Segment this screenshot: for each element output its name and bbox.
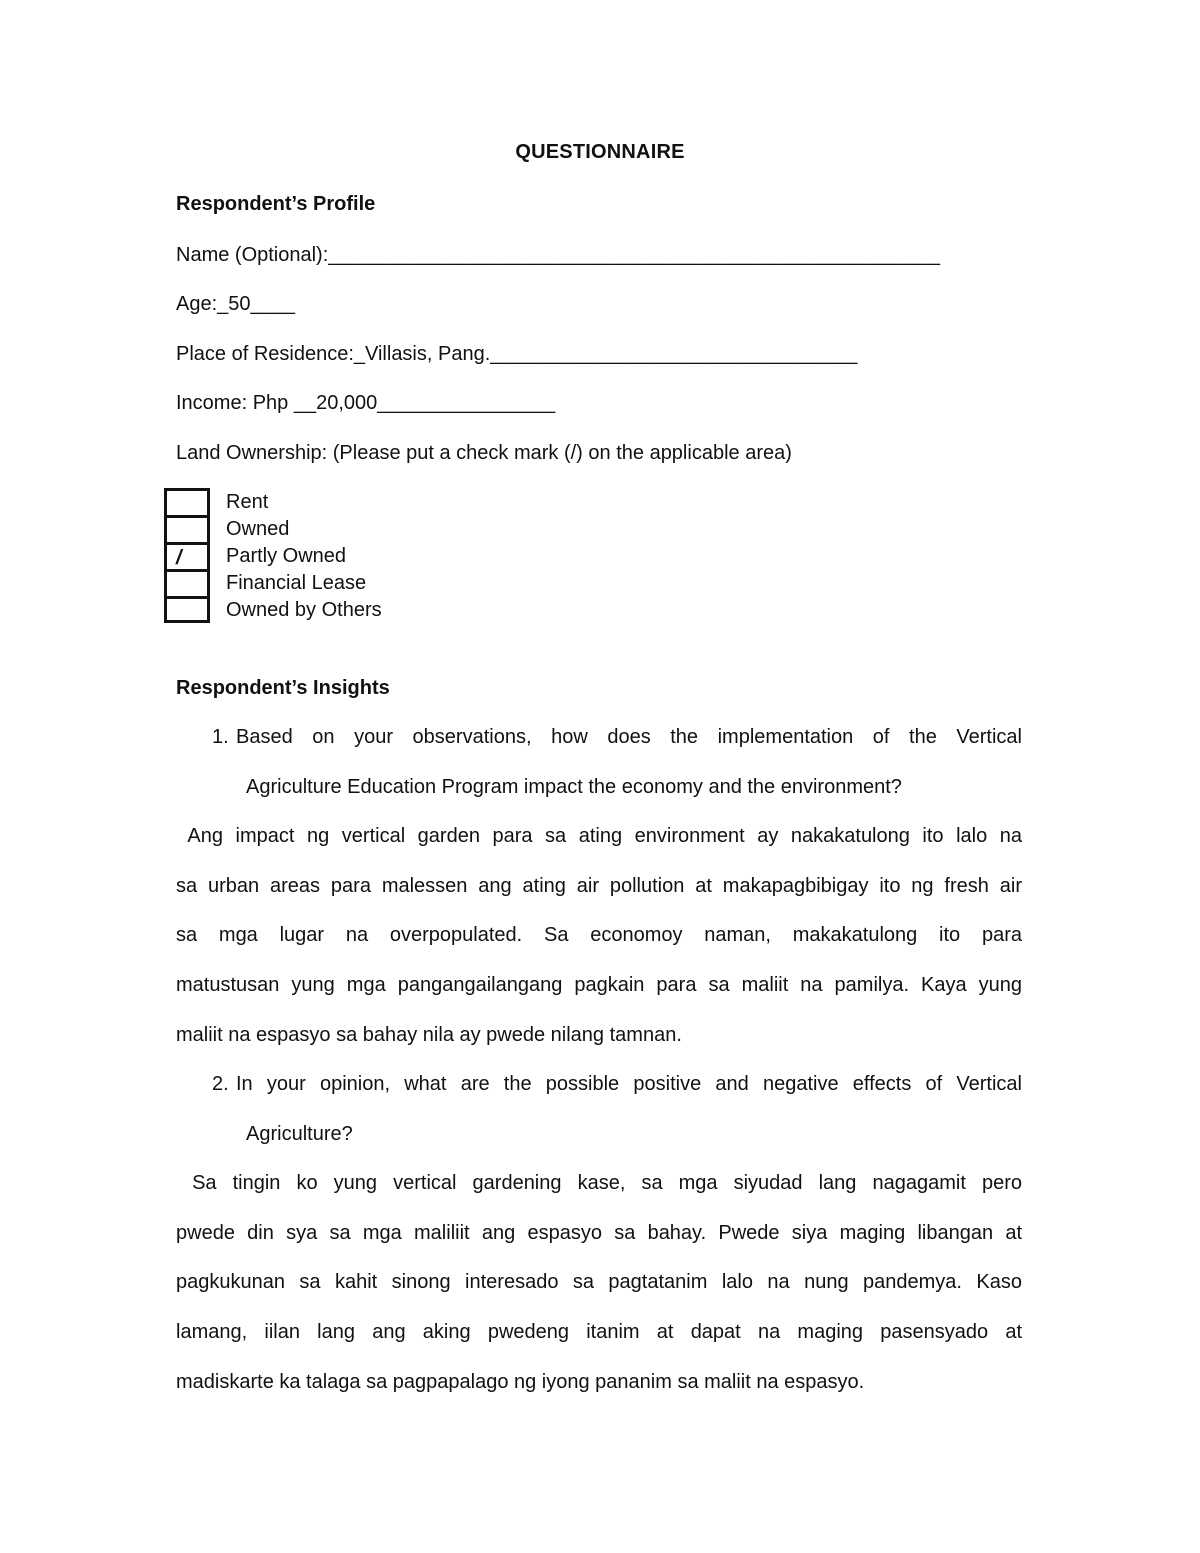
profile-heading: Respondent’s Profile bbox=[176, 193, 376, 215]
checkbox-financial-lease[interactable] bbox=[164, 569, 210, 596]
answer-1-line-3: sa mga lugar na overpopulated. Sa economoy naman, makakatulong ito para bbox=[176, 924, 1022, 946]
question-1-line-2: Agriculture Education Program impact the economy and the environment? bbox=[246, 776, 902, 798]
answer-2-line-1: Sa tingin ko yung vertical gardening kase, sa mga siyudad lang nagagamit pero bbox=[176, 1172, 1022, 1194]
answer-2-line-3: pagkukunan sa kahit sinong interesado sa pagtatanim lalo na nung pandemya. Kaso bbox=[176, 1271, 1022, 1293]
answer-2-line-2: pwede din sya sa mga maliliit ang espasyo sa bahay. Pwede siya maging libangan at bbox=[176, 1222, 1022, 1244]
question-2-number: 2. bbox=[212, 1073, 229, 1095]
checkbox-partly-owned[interactable]: / bbox=[164, 542, 210, 569]
answer-1-line-1: Ang impact ng vertical garden para sa ating environment ay nakakatulong ito lalo na bbox=[176, 825, 1022, 847]
answer-1-line-2: sa urban areas para malessen ang ating air pollution at makapagbibigay ito ng fresh air bbox=[176, 875, 1022, 897]
income-field-line: Income: Php __20,000________________ bbox=[176, 392, 556, 414]
document-title: QUESTIONNAIRE bbox=[515, 141, 685, 163]
answer-1-line-5: maliit na espasyo sa bahay nila ay pwede nilang tamnan. bbox=[176, 1024, 682, 1046]
checklist-label-rent: Rent bbox=[226, 491, 269, 513]
checklist-label-owned: Owned bbox=[226, 518, 290, 540]
name-field-line: Name (Optional):_______________________________________________________ bbox=[176, 244, 941, 266]
answer-2-line-4: lamang, iilan lang ang aking pwedeng itanim at dapat na maging pasensyado at bbox=[176, 1321, 1022, 1343]
residence-field-line: Place of Residence:_Villasis, Pang._________________________________ bbox=[176, 343, 858, 365]
question-2-line-1: In your opinion, what are the possible positive and negative effects of Vertical bbox=[236, 1073, 1022, 1095]
answer-2-line-5: madiskarte ka talaga sa pagpapalago ng iyong pananim sa maliit na espasyo. bbox=[176, 1371, 865, 1393]
land-ownership-instruction: Land Ownership: (Please put a check mark (/) on the applicable area) bbox=[176, 442, 792, 464]
answer-1-line-4: matustusan yung mga pangangailangang pagkain para sa maliit na pamilya. Kaya yung bbox=[176, 974, 1022, 996]
checkbox-owned-by-others[interactable] bbox=[164, 596, 210, 623]
checkbox-rent[interactable] bbox=[164, 488, 210, 515]
checklist-label-owned-by-others: Owned by Others bbox=[226, 599, 382, 621]
checklist-label-partly-owned: Partly Owned bbox=[226, 545, 347, 567]
question-2-line-2: Agriculture? bbox=[246, 1123, 353, 1145]
question-1-number: 1. bbox=[212, 726, 229, 748]
checkbox-owned[interactable] bbox=[164, 515, 210, 542]
question-1-line-1: Based on your observations, how does the implementation of the Vertical bbox=[236, 726, 1022, 748]
checklist-label-financial-lease: Financial Lease bbox=[226, 572, 367, 594]
insights-heading: Respondent’s Insights bbox=[176, 677, 390, 699]
age-field-line: Age:_50____ bbox=[176, 293, 296, 315]
